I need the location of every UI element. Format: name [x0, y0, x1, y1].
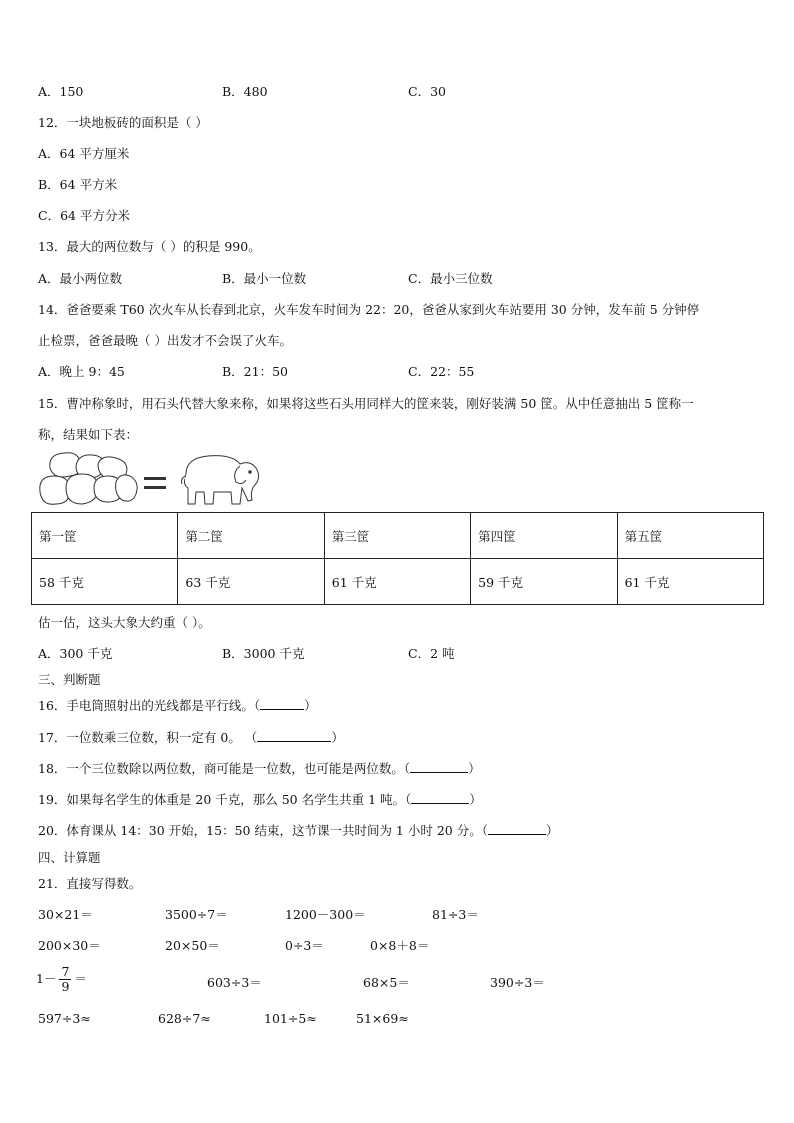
q13-option-a: A．最小两位数 [38, 271, 123, 286]
q12-option-a: A．64 平方厘米 [38, 146, 130, 161]
calc-item: 68×5＝ [363, 975, 410, 990]
table-cell: 58 千克 [32, 559, 178, 605]
answer-blank[interactable] [257, 730, 331, 742]
q11-option-b: B．480 [222, 84, 268, 99]
close-paren: ） [468, 761, 481, 776]
equals-sign-icon [144, 477, 166, 489]
calc-item: 81÷3＝ [432, 907, 479, 922]
judge-text: 20．体育课从 14：30 开始，15：50 结束，这节课一共时间为 1 小时 20 分。（ [38, 823, 488, 838]
q11-option-c: C．30 [408, 84, 446, 99]
fraction-denominator: 9 [61, 979, 70, 994]
close-paren: ） [331, 730, 344, 745]
answer-blank[interactable] [411, 792, 469, 804]
table-row [32, 559, 764, 605]
table-header-cell: 第一筐 [32, 513, 178, 559]
q15-stem-line1: 15．曹冲称象时，用石头代替大象来称，如果将这些石头用同样大的筐来装，刚好装满 50 筐。从中任意抽出 5 筐称一 [38, 396, 694, 411]
judge-item-19 [38, 792, 482, 808]
close-paren: ） [304, 698, 317, 713]
judge-text: 18．一个三位数除以两位数，商可能是一位数，也可能是两位数。（ [38, 761, 411, 776]
calc-item: 30×21＝ [38, 907, 93, 922]
q12-option-c: C．64 平方分米 [38, 208, 130, 223]
q14-option-c: C．22：55 [408, 364, 475, 379]
q14-option-a: A．晚上 9：45 [38, 364, 125, 379]
calc-item: 628÷7≈ [158, 1011, 211, 1026]
table-cell: 61 千克 [324, 559, 470, 605]
q13-option-b: B．最小一位数 [222, 271, 307, 286]
judge-item-17 [38, 730, 344, 746]
q14-option-b: B．21：50 [222, 364, 288, 379]
elephant-icon [182, 456, 259, 504]
q15-question: 估一估，这头大象大约重（ ）。 [38, 615, 211, 630]
fraction-expression [36, 965, 87, 994]
q13-option-c: C．最小三位数 [408, 271, 493, 286]
calc-item: 597÷3≈ [38, 1011, 91, 1026]
q21-stem: 21．直接写得数。 [38, 876, 142, 891]
stones-icon [40, 453, 137, 505]
judge-item-20 [38, 823, 558, 839]
judge-text: 19．如果每名学生的体重是 20 千克，那么 50 名学生共重 1 吨。（ [38, 792, 412, 807]
calc-item: 603÷3＝ [207, 975, 262, 990]
judge-item-18 [38, 761, 481, 777]
q15-stem-line2: 称，结果如下表： [38, 427, 139, 442]
judge-text: 16．手电筒照射出的光线都是平行线。（ [38, 698, 261, 713]
fraction-prefix: 1－ [36, 971, 57, 986]
answer-blank[interactable] [410, 761, 468, 773]
close-paren: ） [469, 792, 482, 807]
judge-text: 17．一位数乘三位数，积一定有 0。 （ [38, 730, 258, 745]
section3-title: 三、判断题 [38, 672, 101, 687]
calc-item: 1200－300＝ [285, 907, 366, 922]
table-cell: 63 千克 [178, 559, 324, 605]
calc-item: 51×69≈ [356, 1011, 409, 1026]
q15-option-c: C．2 吨 [408, 646, 455, 661]
q13-stem: 13．最大的两位数与（ ）的积是 990。 [38, 239, 261, 254]
q12-stem: 12．一块地板砖的面积是（ ） [38, 115, 208, 130]
q12-option-b: B．64 平方米 [38, 177, 118, 192]
basket-weights-table [31, 512, 764, 605]
fraction-suffix: ＝ [74, 971, 87, 986]
table-cell: 59 千克 [471, 559, 617, 605]
calc-item: 101÷5≈ [264, 1011, 317, 1026]
stones-equal-elephant-illustration [36, 448, 266, 510]
calc-item: 3500÷7＝ [165, 907, 228, 922]
table-header-cell: 第四筐 [471, 513, 617, 559]
q15-option-a: A．300 千克 [38, 646, 113, 661]
q15-option-b: B．3000 千克 [222, 646, 305, 661]
table-header-row [32, 513, 764, 559]
judge-item-16 [38, 698, 317, 714]
table-header-cell: 第二筐 [178, 513, 324, 559]
fraction-numerator: 7 [61, 964, 70, 979]
answer-blank[interactable] [260, 698, 304, 710]
close-paren: ） [545, 823, 559, 838]
q14-stem-line2: 止检票，爸爸最晚（ ）出发才不会误了火车。 [38, 333, 292, 348]
table-header-cell: 第五筐 [617, 513, 763, 559]
answer-blank[interactable] [488, 823, 546, 835]
calc-item: 20×50＝ [165, 938, 220, 953]
table-cell: 61 千克 [617, 559, 763, 605]
calc-item: 0÷3＝ [285, 938, 324, 953]
calc-item: 390÷3＝ [490, 975, 545, 990]
section4-title: 四、计算题 [38, 850, 101, 865]
q14-stem-line1: 14．爸爸要乘 T60 次火车从长春到北京，火车发车时间为 22：20，爸爸从家到火车站要用 30 分钟，发车前 5 分钟停 [38, 302, 700, 317]
fraction [59, 965, 71, 994]
calc-item: 0×8＋8＝ [370, 938, 430, 953]
calc-item: 200×30＝ [38, 938, 101, 953]
q11-option-a: A．150 [38, 84, 84, 99]
table-header-cell: 第三筐 [324, 513, 470, 559]
